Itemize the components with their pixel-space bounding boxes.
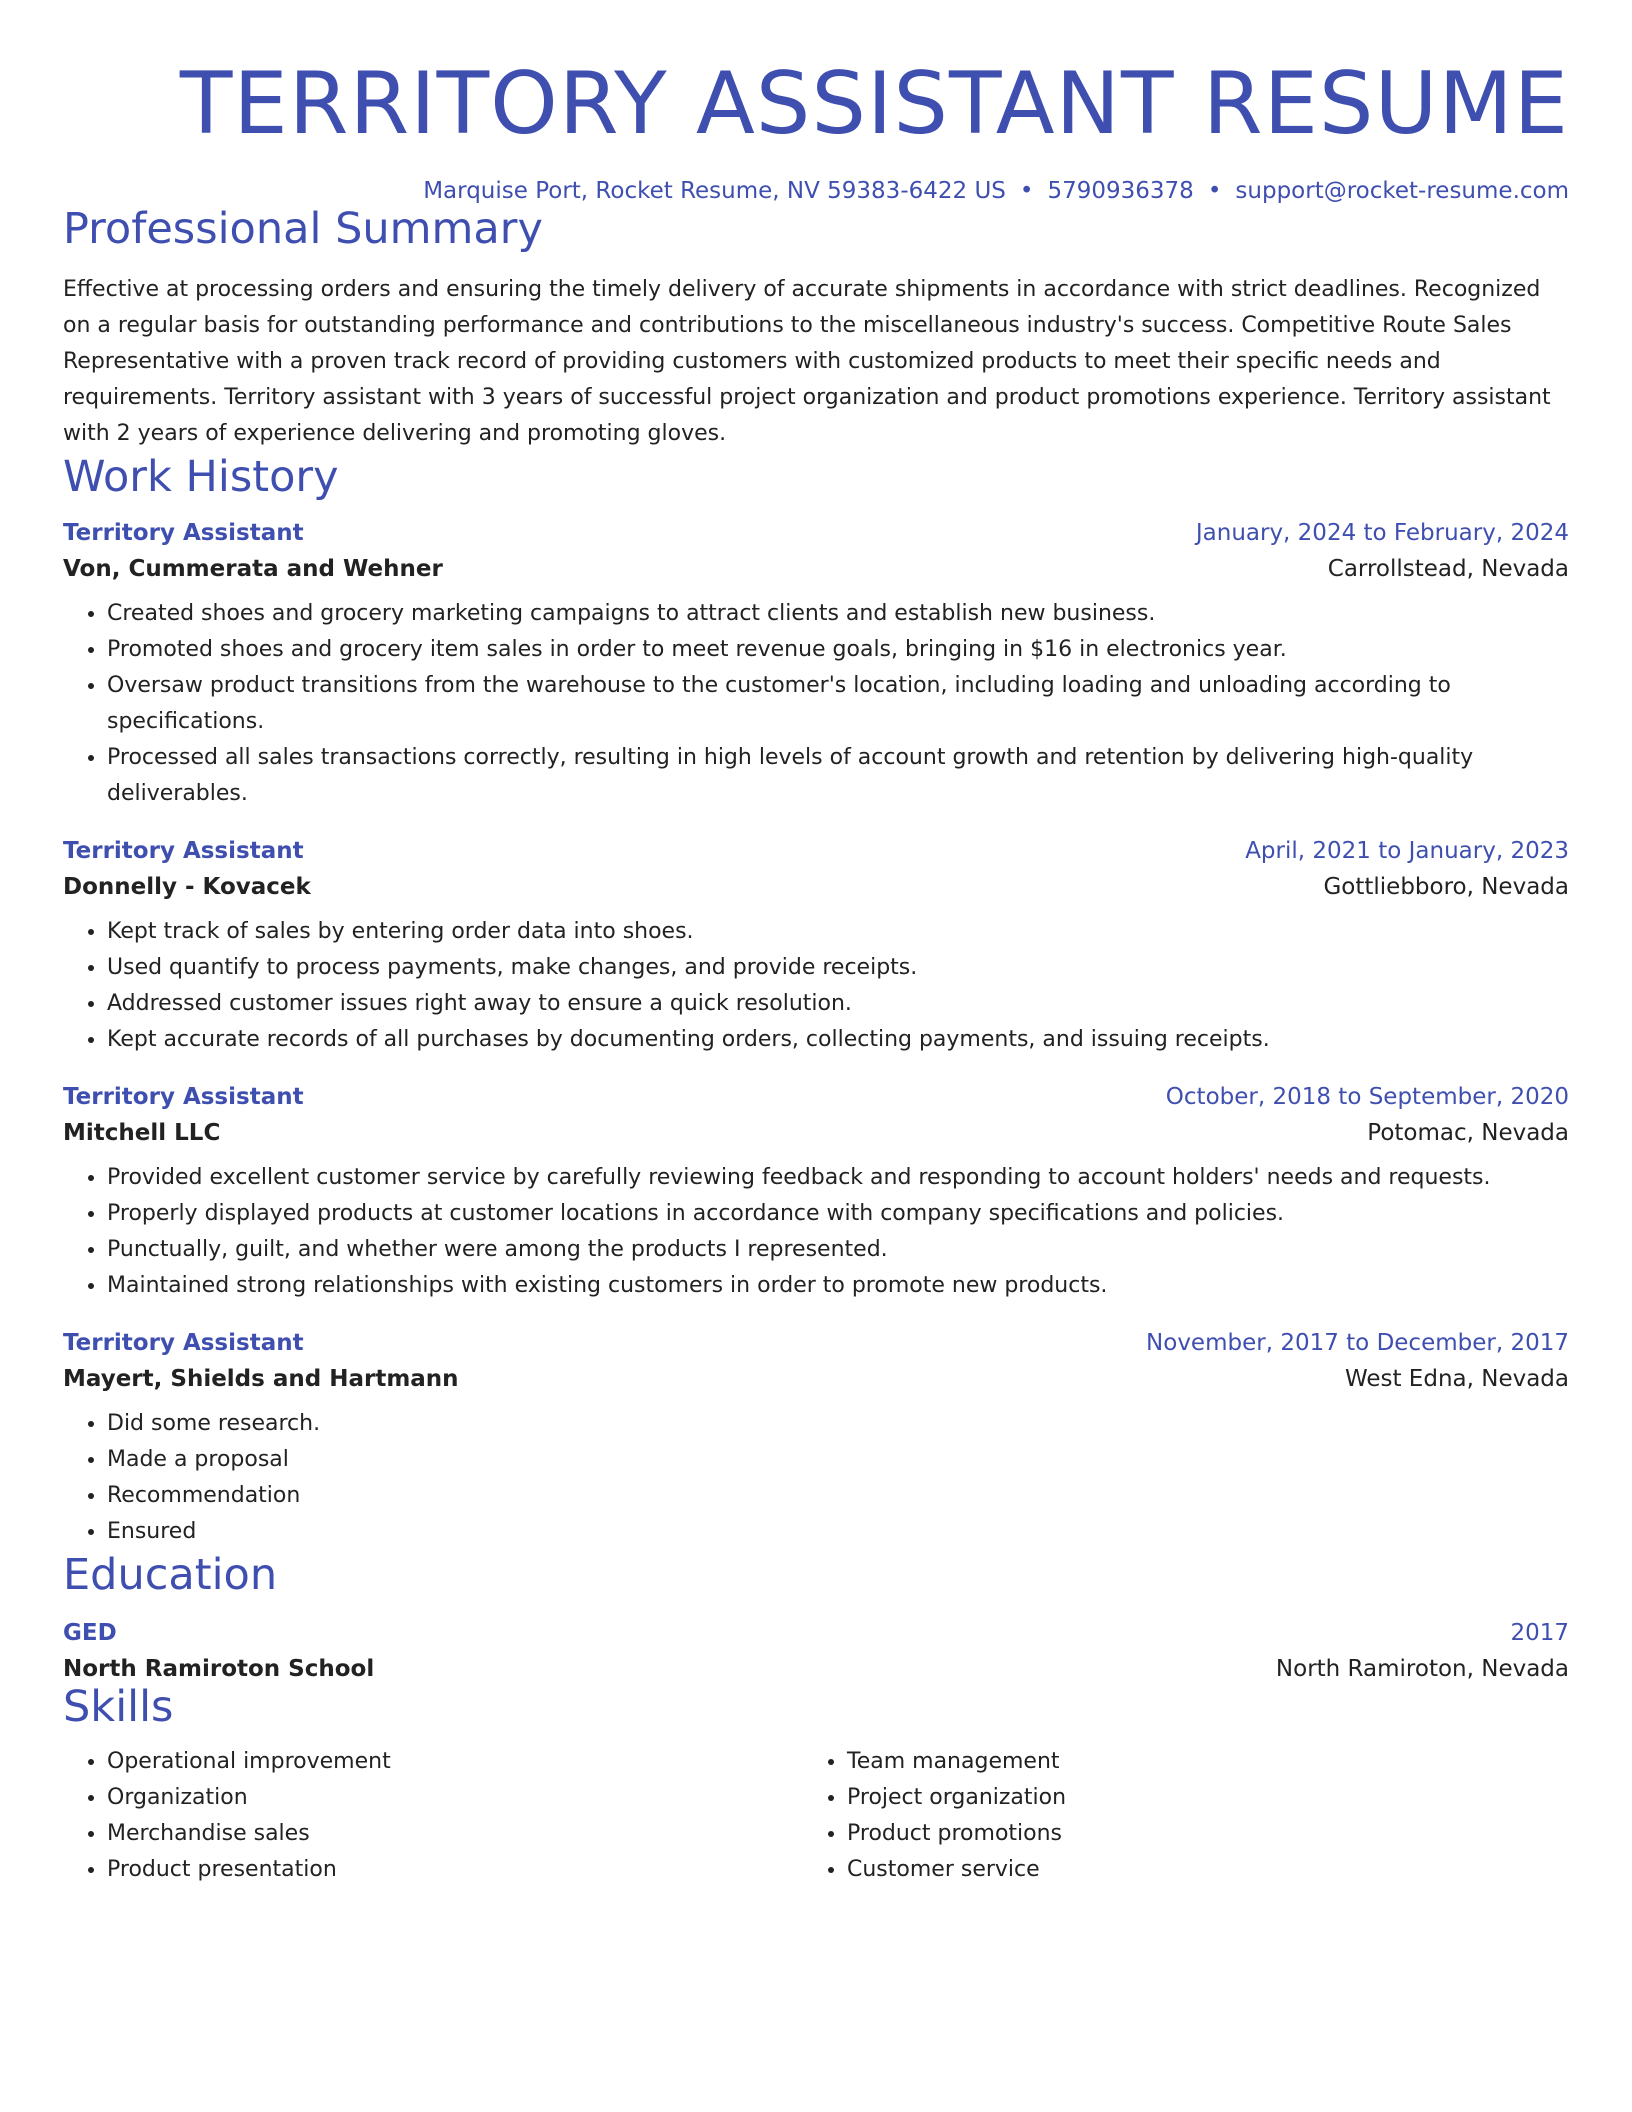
job-bullet: • Ensured [107, 1514, 1569, 1550]
skill-item: • Team management [847, 1744, 1543, 1780]
contact-address: Marquise Port, Rocket Resume, NV 59383-6422 US [423, 178, 1006, 204]
contact-separator: • [1019, 178, 1034, 204]
resume-title: TERRITORY ASSISTANT RESUME [179, 54, 1569, 154]
job-bullet: • Created shoes and grocery marketing campaigns to attract clients and establish new business. [107, 596, 1569, 632]
skills-column-left [63, 1744, 803, 1888]
education-degree: GED [63, 1620, 117, 1646]
job-entry [63, 1330, 1569, 1550]
work-history-heading: Work History [63, 452, 339, 502]
job-dates: November, 2017 to December, 2017 [1146, 1330, 1569, 1356]
job-company: Mitchell LLC [63, 1120, 221, 1146]
job-bullet: • Addressed customer issues right away to ensure a quick resolution. [107, 986, 1569, 1022]
contact-email: support@rocket-resume.com [1235, 178, 1569, 204]
job-bullet: • Kept track of sales by entering order data into shoes. [107, 914, 1569, 950]
contact-phone: 5790936378 [1047, 178, 1194, 204]
skills-heading: Skills [63, 1682, 174, 1732]
job-bullets [63, 596, 1569, 812]
job-bullet: • Used quantify to process payments, make changes, and provide receipts. [107, 950, 1569, 986]
job-dates: October, 2018 to September, 2020 [1165, 1084, 1569, 1110]
job-company: Mayert, Shields and Hartmann [63, 1366, 459, 1392]
job-title: Territory Assistant [63, 838, 304, 864]
job-bullets [63, 1160, 1569, 1304]
job-bullets [63, 914, 1569, 1058]
job-bullet: • Maintained strong relationships with existing customers in order to promote new products. [107, 1268, 1569, 1304]
summary-heading: Professional Summary [63, 204, 543, 254]
job-company: Von, Cummerata and Wehner [63, 556, 443, 582]
job-bullet: • Made a proposal [107, 1442, 1569, 1478]
education-year: 2017 [1510, 1620, 1569, 1646]
job-bullet: • Did some research. [107, 1406, 1569, 1442]
skill-item: • Merchandise sales [107, 1816, 803, 1852]
skills-column-right [803, 1744, 1543, 1888]
job-location: West Edna, Nevada [1344, 1366, 1569, 1392]
skills-list [63, 1744, 1569, 1888]
contact-separator: • [1207, 178, 1222, 204]
skill-item: • Project organization [847, 1780, 1543, 1816]
job-location: Gottliebboro, Nevada [1323, 874, 1569, 900]
skill-item: • Product presentation [107, 1852, 803, 1888]
job-bullet: • Provided excellent customer service by carefully reviewing feedback and responding to account holders' needs and requests. [107, 1160, 1569, 1196]
job-dates: April, 2021 to January, 2023 [1245, 838, 1569, 864]
summary-text: Effective at processing orders and ensuring the timely delivery of accurate shipments in accordance with strict deadlines. Recognized on a regular basis for outstanding performance and contributions to the miscellaneous industry's success. Competitive Route Sales Representative with a proven track record of providing customers with customized products to meet their specific needs and requirements. Territory assistant with 3 years of successful project organization and product promotions experience. Territory assistant with 2 years of experience delivering and promoting gloves. [63, 277, 1551, 446]
job-dates: January, 2024 to February, 2024 [1195, 520, 1569, 546]
job-location: Carrollstead, Nevada [1327, 556, 1569, 582]
job-entry [63, 838, 1569, 1058]
job-location: Potomac, Nevada [1367, 1120, 1569, 1146]
education-location: North Ramiroton, Nevada [1275, 1656, 1569, 1682]
job-title: Territory Assistant [63, 520, 304, 546]
job-bullet: • Oversaw product transitions from the warehouse to the customer's location, including loading and unloading according to specifications. [107, 668, 1569, 740]
contact-line [63, 178, 1569, 204]
education-heading: Education [63, 1550, 278, 1600]
job-bullet: • Recommendation [107, 1478, 1569, 1514]
job-entry [63, 520, 1569, 812]
job-bullet: • Properly displayed products at customer locations in accordance with company specifications and policies. [107, 1196, 1569, 1232]
job-bullet: • Promoted shoes and grocery item sales in order to meet revenue goals, bringing in $16 in electronics year. [107, 632, 1569, 668]
job-bullets [63, 1406, 1569, 1550]
job-bullet: • Kept accurate records of all purchases by documenting orders, collecting payments, and issuing receipts. [107, 1022, 1569, 1058]
skill-item: • Customer service [847, 1852, 1543, 1888]
job-title: Territory Assistant [63, 1330, 304, 1356]
skill-item: • Organization [107, 1780, 803, 1816]
job-bullet: • Processed all sales transactions correctly, resulting in high levels of account growth and retention by delivering high-quality deliverables. [107, 740, 1569, 812]
job-entry [63, 1084, 1569, 1304]
job-company: Donnelly - Kovacek [63, 874, 311, 900]
job-title: Territory Assistant [63, 1084, 304, 1110]
education-school: North Ramiroton School [63, 1656, 375, 1682]
education-entry [63, 1620, 1569, 1682]
job-bullet: • Punctually, guilt, and whether were among the products I represented. [107, 1232, 1569, 1268]
skill-item: • Operational improvement [107, 1744, 803, 1780]
skill-item: • Product promotions [847, 1816, 1543, 1852]
